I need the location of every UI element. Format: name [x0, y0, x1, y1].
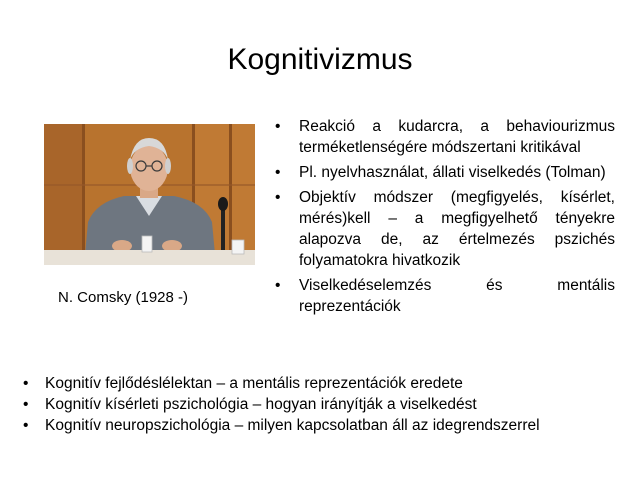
list-item-text: Reakció a kudarcra, a behaviourizmus terméketlenségére módszertani kritikával	[299, 118, 615, 156]
list-item	[275, 162, 615, 183]
main-bullet-list	[275, 116, 615, 321]
speaker-photo	[44, 124, 255, 265]
list-item-text: Objektív módszer (megfigyelés, kísérlet, mérés)kell – a megfigyelhető tényekre alapozva de, az értelmezés pszichés folyamatokra hivatkozik	[299, 189, 615, 269]
list-item-text: Kognitív neuropszichológia – milyen kapcsolatban áll az idegrendszerrel	[45, 417, 540, 434]
list-item	[275, 275, 615, 317]
list-item	[23, 415, 623, 436]
bullet-icon: •	[275, 277, 281, 294]
bottom-bullet-list	[23, 373, 623, 436]
photo-caption: N. Comsky (1928 -)	[58, 289, 189, 306]
list-item	[275, 187, 615, 271]
bullet-icon: •	[275, 189, 281, 206]
bullet-icon: •	[23, 396, 29, 413]
slide-title: Kognitivizmus	[227, 43, 413, 76]
list-item-text: Kognitív kísérleti pszichológia – hogyan irányítják a viselkedést	[45, 396, 477, 413]
bullet-icon: •	[275, 118, 281, 135]
list-item	[275, 116, 615, 158]
bullet-icon: •	[23, 375, 29, 392]
bullet-icon: •	[275, 164, 281, 181]
list-item	[23, 394, 623, 415]
list-item-text: Viselkedéselemzés és mentális reprezentációk	[299, 277, 615, 315]
list-item-text: Pl. nyelvhasználat, állati viselkedés (Tolman)	[299, 164, 606, 181]
bullet-icon: •	[23, 417, 29, 434]
list-item-text: Kognitív fejlődéslélektan – a mentális reprezentációk eredete	[45, 375, 463, 392]
list-item	[23, 373, 623, 394]
